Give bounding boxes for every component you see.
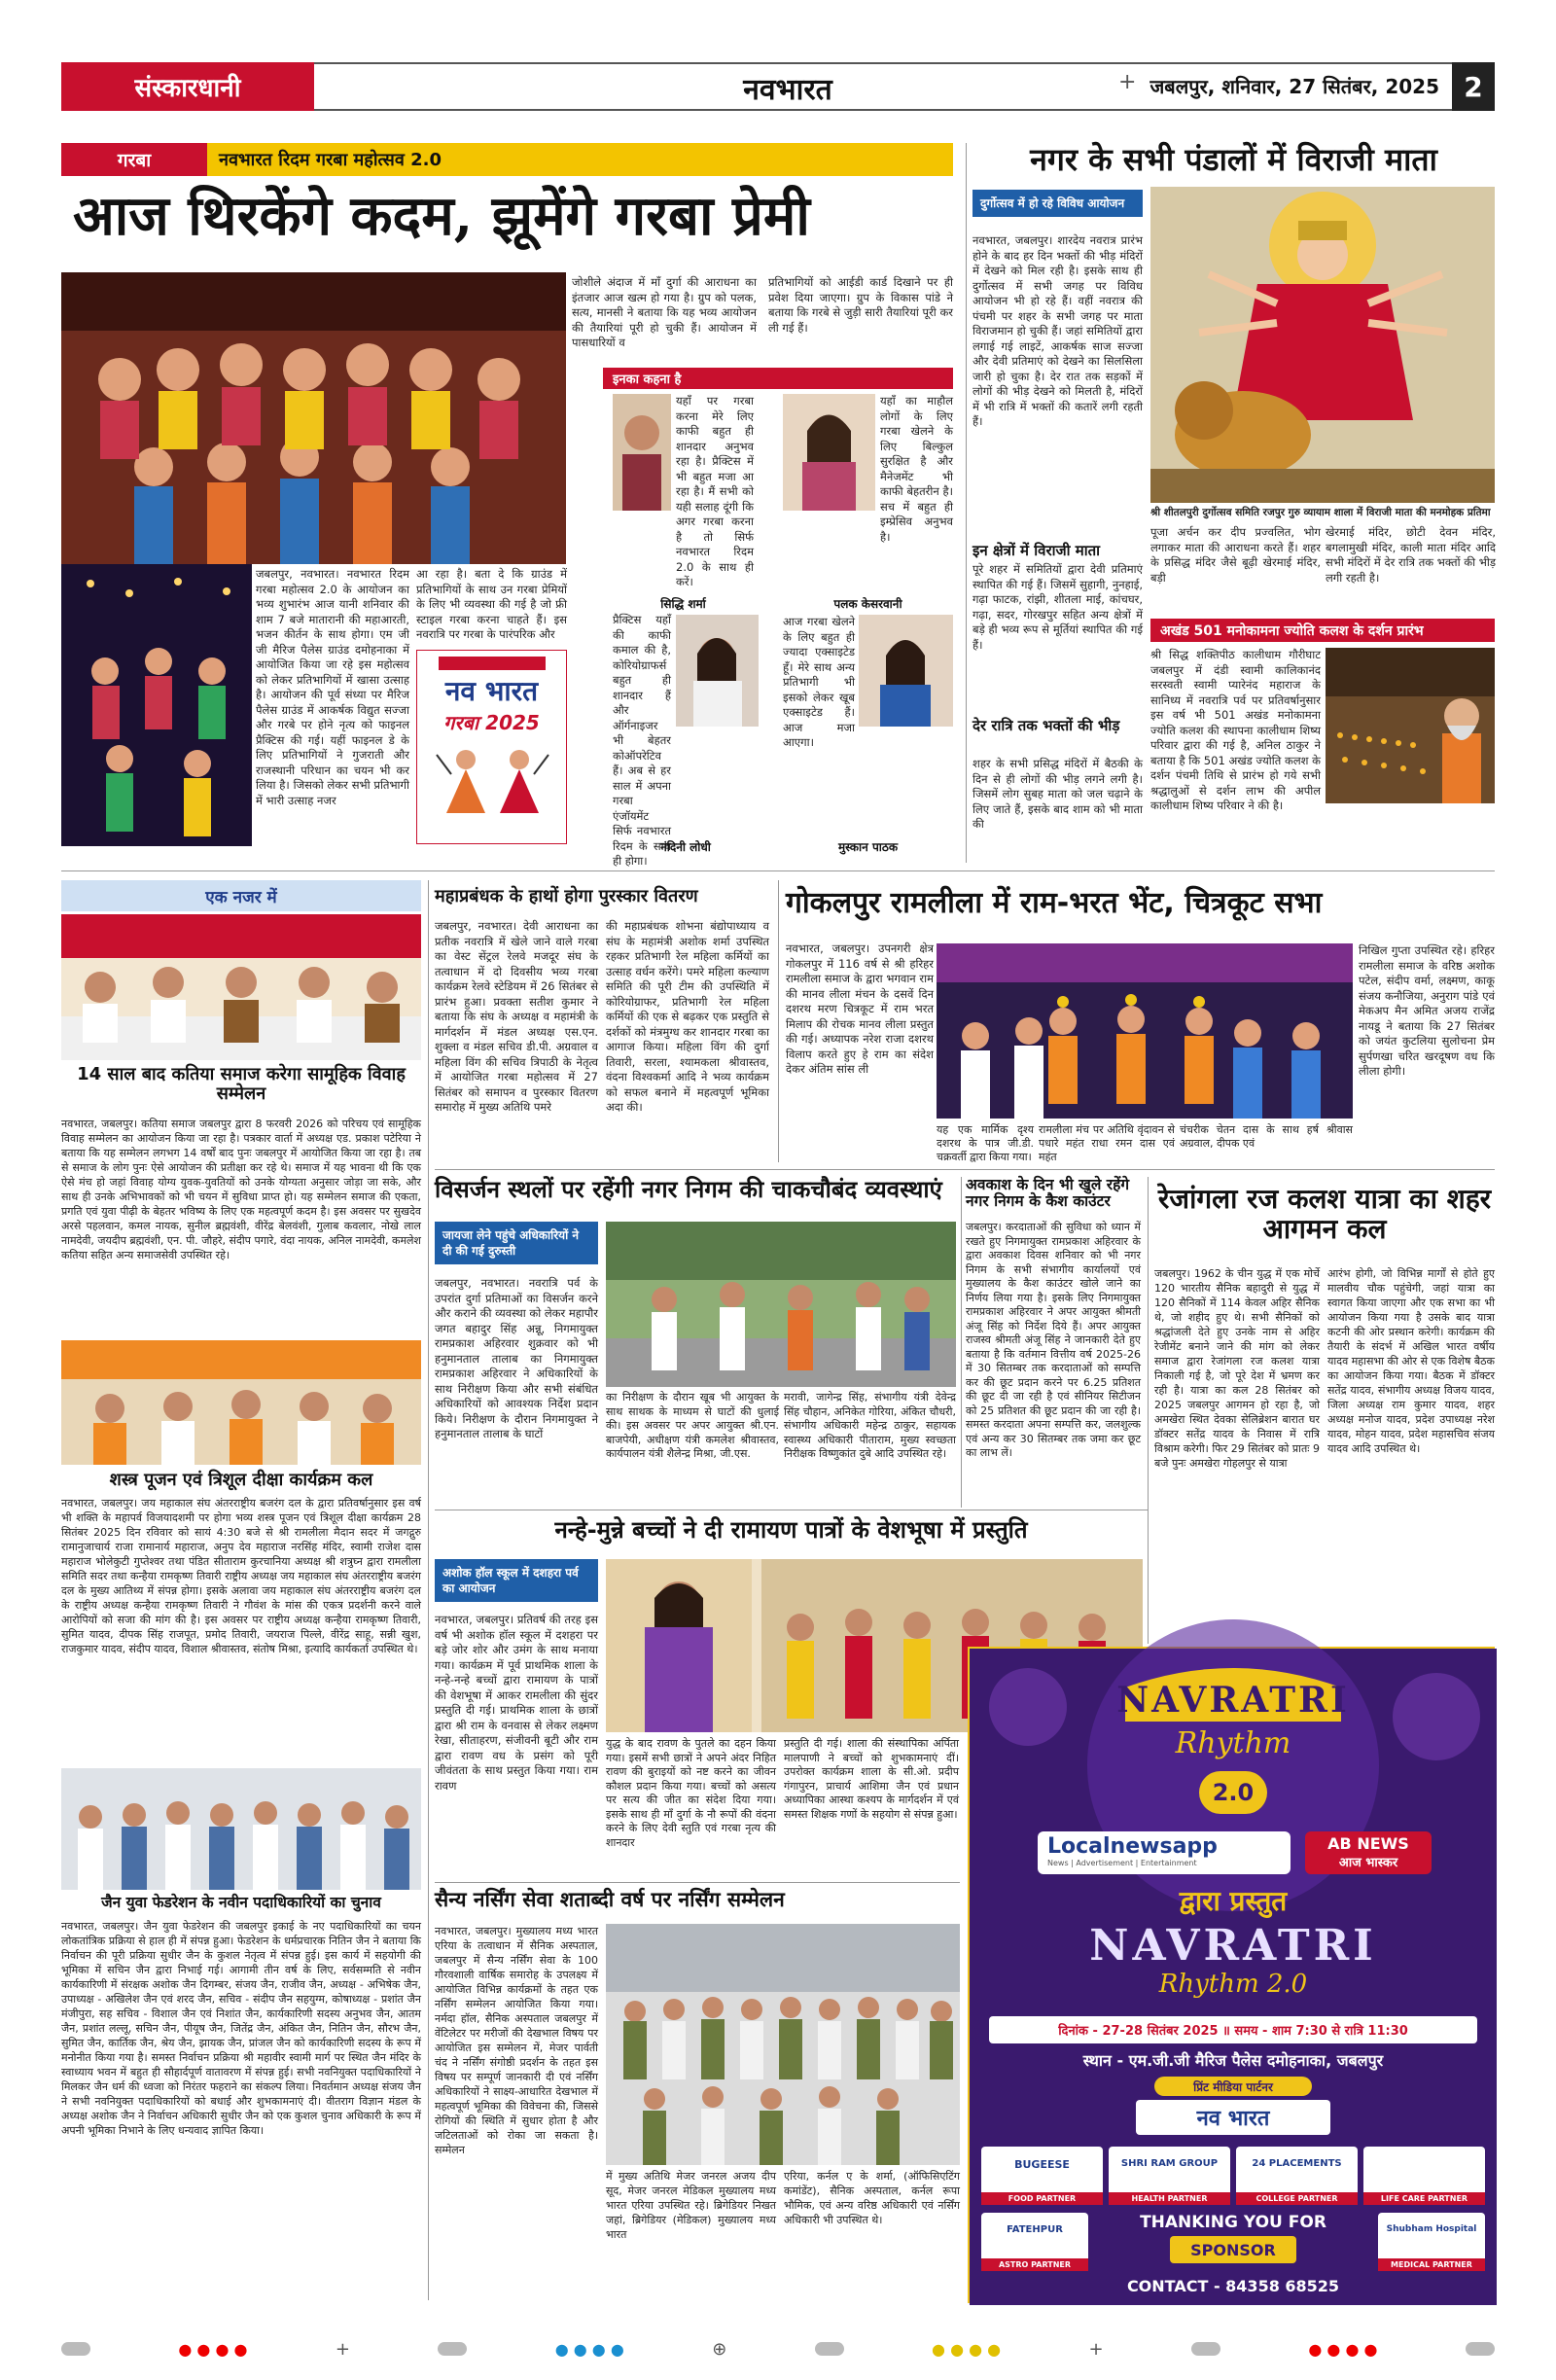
- garba-dancers-photo: [61, 564, 252, 846]
- ad-partner-label: MEDICAL PARTNER: [1378, 2258, 1485, 2271]
- durga-col1: नवभारत, जबलपुर। शारदेय नवरात्र प्रारंभ होने के बाद हर दिन भक्तों की भीड़ मंदिरों में देखने को मिल रही है। इसके साथ ही दुर्गोत्सव में सभी जगह पर विविध आयोजन भी हो रहे हैं। वहीं नवरात्र की पंचमी पर शहर के सभी जगह पर माता विराजमान हो चुकी हैं। जहां समितियों द्वारा लगाई गई लाइटें, आकर्षक साज सज्जा और देवी प्रतिमाएं को देखने का सिलसिला जारी हो चुका है। देर रात तक सड़कों में लोगों की भीड़ देखने को मिलती है, मंदिरों में भी रात्रि में भक्तों की कतारें लगी रहती हैं।: [972, 233, 1143, 428]
- ad-where: स्थान - एम.जी.जी मैरिज पैलेस दमोहनाका, जबलपुर: [1082, 2051, 1384, 2070]
- column-divider: [1148, 1177, 1149, 1644]
- ad-sponsor-button: SPONSOR: [1170, 2236, 1296, 2263]
- durga-col3: खेरमाई मंदिर, छोटी देवन मंदिर, बगलामुखी मंदिर, काली माता मंदिर आदि सभी मंदिरों में देर रात्रि तक भक्तों की भीड़ लगी रहती है।: [1326, 525, 1496, 585]
- ad-when: दिनांक - 27-28 सितंबर 2025 ॥ समय - शाम 7:30 से रात्रि 11:30: [989, 2016, 1477, 2043]
- registration-mark-icon: +: [1118, 70, 1137, 94]
- ramleela-headline: गोकलपुर रामलीला में राम-भरत भेंट, चित्रकूट सभा: [786, 886, 1323, 920]
- shastra-body: नवभारत, जबलपुर। जय महाकाल संघ अंतरराष्ट्रीय बजरंग दल के द्वारा प्रतिवर्षानुसार इस वर्ष भी शक्ति के महापर्व विजयादशमी पर होगा भव्य शस्त्र पूजन एवं त्रिशूल दीक्षा कार्यक्रम 28 सितंबर 2025 दिन रविवार को सायं 4:30 बजे से श्री रामलीला मैदान सदर में जगद्गुरु रामानुजाचार्य राजा रामानार्य महाराज, अनुप देव महाराज नरसिंह मंदिर, स्वामी राजेश दास महाराज भोलेकुटी गुप्तेश्वर तथा पंडित सीताराम कुरचानिया अध्यक्ष श्री शत्रुघ्न द्वारा रामलीला समिति सदर तथा कन्हैया रामकृष्ण तिवारी राष्ट्रीय अध्यक्ष जय महाकाल संघ अंतरराष्ट्रीय बजरंग दल के मुख्य आतिथ्य में संपन्न होगा। इसके अलावा जय महाकाल संघ अंतरराष्ट्रीय बजरंग दल के राष्ट्रीय अध्यक्ष कन्हैया रामकृष्ण तिवारी ने गौवंश के मांस की एकत्र प्रदर्शनी करने वाले आरोपियों को सजा की मांग की है। इस अवसर पर राष्ट्रीय अध्यक्ष कन्हैया रामकृष्ण तिवारी, सुमित यादव, दीपक सिंह राजपूत, प्रमोद तिवारी, जयराज पिल्ले, वीरेंद्र साहू, सन्नी खुश, राजकुमार यादव, संदीप यादव, विशाल श्रीवास्तव, संतोष मिश्रा, इत्यादि कार्यकर्ता उपस्थित थे।: [61, 1497, 421, 1655]
- jain-photo: [61, 1768, 421, 1890]
- garba-logo-brand: नव भारत: [444, 675, 539, 707]
- registration-dots-icon: ● ● ● ●: [178, 2339, 248, 2359]
- ramleela-photo: [937, 943, 1353, 1119]
- ramayan-col3: प्रस्तुति दी गई। शाला की संस्थापिका अर्पिता मालपाणी ने बच्चों को शुभकामनाएं दीं। उपरोक्त कार्यक्रम शाला के सी.ओ. प्रदीप गंगापुरन, प्राचार्य आशिमा जैन एवं प्रधान अध्यापिका आस्था कश्यप के मार्गदर्शन में एवं समस्त शिक्षक गणों के सहयोग से संपन्न हुआ।: [784, 1737, 959, 1821]
- quote2-text: यहाँ का माहौल लोगों के लिए गरबा खेलने के लिए बिल्कुल सुरक्षित है और मैनेजमेंट भी काफी बेहतरीन है। सच में बहुत ही इम्प्रेसिव अनुभव है।: [880, 394, 953, 544]
- ad-partner-label: LIFE CARE PARTNER: [1363, 2192, 1485, 2205]
- quote3-name: नंदिनी लोधी: [660, 840, 711, 854]
- ad-contact: CONTACT - 84358 68525: [1126, 2277, 1340, 2295]
- navratri-ad: [968, 1647, 1495, 2303]
- ad-partner-astro: [981, 2213, 1088, 2271]
- ad-presents: द्वारा प्रस्तुत: [1179, 1885, 1288, 1917]
- visarjan-col3: मरावी, जागेन्द्र सिंह, संभागीय यंत्री देवेन्द्र सिंह चौहान, अनिकेत गोरिया, अंकित चौधरी, संभागीय अधिकारी महेन्द्र ठाकुर, सहायक स्वास्थ्य अधिकारी पीताराम, मुख्य स्वच्छता निरीक्षक विष्णुकांत दुबे आदि उपस्थित रहे।: [784, 1391, 956, 1460]
- quote1-photo: [613, 394, 671, 511]
- durga-col1b: पूरे शहर में समितियों द्वारा देवी प्रतिमाएं स्थापित की गई हैं। जिसमें सुहागी, नुनहाई, गढ़ा फाटक, रांझी, शीतला माई, कांचघर, गढ़ा, सदर, गोरखपुर सहित अन्य क्षेत्रों में बड़े ही भव्य रूप से मूर्तियां स्थापित की गई हैं।: [972, 562, 1143, 652]
- ramleela-col3: रामलीला मंच पर अतिथि वृंदावन से पधारे महंत राधा रमन दास एवं महंत: [1039, 1123, 1175, 1163]
- shastra-headline: शस्त्र पूजन एवं त्रिशूल दीक्षा कार्यक्रम कल: [109, 1470, 373, 1490]
- visarjan-bluebox: जायजा लेने पहुंचे अधिकारियों ने दी की गई दुरुस्ती: [435, 1222, 598, 1264]
- section-divider: [435, 1882, 960, 1883]
- ek-nazar-label: एक नजर में: [61, 880, 421, 911]
- column-divider: [428, 880, 429, 2300]
- kalash-bar: अखंड 501 मनोकामना ज्योति कलश के दर्शन प्रारंभ: [1150, 619, 1495, 642]
- rail-col1: जबलपुर, नवभारत। देवी आराधना का प्रतीक नवरात्रि में खेले जाने वाले गरबा का वेस्ट सेंट्रल रेलवे मजदूर संघ के तत्वाधान में दो दिवसीय भव्य गरबा कार्यक्रम रेलवे स्टेडियम में 26 सितंबर से प्रारंभ हुआ। प्रवक्ता सतीश कुमार ने बताया कि संघ के अध्यक्ष व महामंत्री के मार्गदर्शन में मंडल अध्यक्ष एस.एन. शुक्ला व मंडल सचिव डी.पी. अग्रवाल व महिला विंग की सचिव त्रिपाठी के नेतृत्व में आयोजित गरबा महोत्सव में 27 सितंबर को समापन व पुरस्कार वितरण समारोह में मुख्य अतिथि पमरे: [435, 919, 598, 1114]
- quote2-photo: [783, 394, 875, 511]
- ad-partner-label: COLLEGE PARTNER: [1236, 2192, 1358, 2205]
- ad-sponsor2: [1305, 1831, 1432, 1874]
- ramleela-col1: नवभारत, जबलपुर। उपनगरी क्षेत्र गोकलपुर में 116 वर्ष से श्री हरिहर रामलीला समाज के द्वारा भगवान राम की मानव लीला मंचन के दसवें दिन दशरथ मरण चित्रकूट में राम भरत मिलाप की रोचक मानव लीला प्रस्तुत की गई। अध्यापक नरेश राजा दशरथ विलाप करते हुए हे राम का संदेश देकर अंतिम सांस ली: [786, 941, 934, 1076]
- registration-dots-icon: ● ● ● ●: [932, 2339, 1002, 2359]
- jain-body: नवभारत, जबलपुर। जैन युवा फेडरेशन की जबलपुर इकाई के नए पदाधिकारियों का चयन लोकतांत्रिक प्रक्रिया से हाल ही में संपन्न हुआ। फेडरेशन के धर्मप्रचारक नितिन जैन ने बताया कि निर्वाचन की पूरी प्रक्रिया सुधीर जैन के कुशल नेतृत्व में संपन्न हुई। इस कार्य में सहयोगी की भूमिका में सचिन जैन द्वारा निभाई गई। आगामी तीन वर्ष के लिए, सर्वसम्मति से नवीन कार्यकारिणी में संरक्षक अशोक जैन दिगम्बर, संजय जैन, राजीव जैन, अध्यक्ष - अभिषेक जैन, उपाध्यक्ष - अखिलेश जैन एवं शरद जैन, सचिव - संदीप जैन सहयुग्म, कोषाध्यक्ष - प्रशांत जैन मंजीपुरा, सह सचिव - विशाल जैन एवं निशांत जैन, कार्यकारिणी सदस्य अनुभव जैन, आतम जैन, प्रशांत लल्लू, सचिन जैन, पीयूष जैन, जितेंद्र जैन, अंकित जैन, नितिन जैन, सौरभ जैन, सुमित जैन, कार्तिक जैन, श्रेय जैन, झायक जैन, प्रांजल जैन को कार्यकारिणी सदस्य के रूप में मनोनीत किया गया है। समस्त निर्वाचन प्रक्रिया श्री महावीर स्वामी मार्ग पर स्थित जैन मंदिर के स्वाध्याय भवन में बहुत ही सौहार्दपूर्ण वातावरण में संपन्न हुई। सभी नवनियुक्त पदाधिकारियों ने मिलकर जैन धर्म की ध्वजा को निरंतर फहराने का संकल्प लिया। निवर्तमान अध्यक्ष संजय जैन ने सभी नवनियुक्त पदाधिकारियों को बधाई और शुभकामनाएं दी। वीतराग विज्ञान मंडल के अध्यक्ष अशोक जैन ने निर्वाचन अधिकारी सुधीर जैन को एक कुशल चुनाव अधिकारी के रूप में अपनी भूमिका निभाने के लिए धन्यवाद ज्ञापित किया।: [61, 1920, 421, 2137]
- registration-target-icon: ⊕: [712, 2338, 727, 2360]
- ad-partner-name: Shubham Hospital: [1386, 2224, 1477, 2234]
- ad-partner-name: BUGEESE: [1014, 2158, 1070, 2171]
- nursing-col2: में मुख्य अतिथि मेजर जनरल अजय दीप सूद, मेजर जनरल मेडिकल मुख्यालय मध्य भारत एरिया उपस्थित रहे। ब्रिगेडियर निखत जहां, ब्रिगेडियर (मेडिकल) मुख्यालय मध्य भारत: [606, 2170, 776, 2241]
- kalash-body: श्री सिद्ध शक्तिपीठ कालीधाम गौरीघाट जबलपुर में दंडी स्वामी कालिकानंद सरस्वती स्वामी प्यारेनंद महाराज के सानिध्य में नवरात्रि पर्व पर प्रतिवर्षानुसार इस वर्ष भी 501 अखंड मनोकामना ज्योति कलश की स्थापना कालीधाम शिष्य परिवार द्वारा की गई है, अनिल ठाकुर ने बताया है कि 501 अखंड ज्योति कलश के दर्शन पंचमी तिथि से प्रारंभ हो गये सभी श्रद्धालुओं से दर्शन लाभ की अपील कालीधाम शिष्य परिवार ने की है।: [1150, 648, 1321, 812]
- registration-mark-icon: [815, 2342, 844, 2356]
- yatra-headline: रेजांगला रज कलश यात्रा का शहर आगमन कल: [1157, 1183, 1492, 1245]
- ad-sponsor1: [1038, 1831, 1291, 1874]
- registration-mark-icon: +: [1088, 2338, 1104, 2360]
- masthead-brand: नवभारत: [743, 73, 832, 107]
- rail-headline: महाप्रबंधक के हाथों होगा पुरस्कार वितरण: [435, 886, 698, 906]
- ad-sponsor2-sub: आज भास्कर: [1338, 1856, 1398, 1870]
- durga-idol-photo: [1150, 187, 1495, 503]
- registration-mark-icon: [61, 2342, 90, 2356]
- quote3-photo: [676, 615, 759, 727]
- garba-group-photo: [61, 272, 566, 564]
- ad-partner-name: SHRI RAM GROUP: [1120, 2158, 1219, 2169]
- nursing-col1: नवभारत, जबलपुर। मुख्यालय मध्य भारत एरिया के तत्वाधान में सैनिक अस्पताल, जबलपुर में सैन्य नर्सिंग सेवा के 100 गौरवशाली वार्षिक समारोह के उपलक्ष्य में आयोजित विभिन्न कार्यक्रमों के तहत एक नर्सिंग सम्मेलन आयोजित किया गया। नर्मदा हॉल, सैनिक अस्पताल जबलपुर में वेंटिलेटर पर मरीजों की देखभाल विषय पर आयोजित इस सम्मेलन में, मेजर पार्वती चंद ने नर्सिंग संगोष्ठी प्रदर्शन के तहत इस विषय पर सम्पूर्ण जानकारी दी एवं नर्सिंग अधिकारियों ने साक्ष्य-आधारित देखभाल में महत्वपूर्ण भूमिका की विवेचना की, जिससे रोगियों की स्थिति में सुधार होता है और जटिलताओं को रोका जा सकता है। सम्मेलन: [435, 1925, 598, 2156]
- durga-sub2: देर रात्रि तक भक्तों की भीड़: [972, 717, 1120, 734]
- nursing-headline: सैन्य नर्सिंग सेवा शताब्दी वर्ष पर नर्सिंग सम्मेलन: [435, 1888, 785, 1911]
- shastra-photo: [61, 1340, 421, 1465]
- ad-title: NAVRATRI: [1116, 1680, 1350, 1721]
- ad-print-brand: नव भारत: [1136, 2100, 1330, 2135]
- ramayan-bluebox: अशोक हॉल स्कूल में दशहरा पर्व का आयोजन: [435, 1559, 598, 1602]
- registration-mark-icon: [1191, 2342, 1220, 2356]
- jain-headline: जैन युवा फेडरेशन के नवीन पदाधिकारियों का चुनाव: [101, 1894, 381, 1911]
- column-divider: [778, 880, 779, 1162]
- durga-headline: नगर के सभी पंडालों में विराजी माता: [1030, 141, 1437, 178]
- section-divider: [61, 870, 1495, 871]
- garba-logo: [416, 650, 567, 844]
- ad-partner-label: HEALTH PARTNER: [1109, 2192, 1230, 2205]
- ramayan-headline: नन्हे-मुन्ने बच्चों ने दी रामायण पात्रों के वेशभूषा में प्रस्तुति: [554, 1516, 1028, 1544]
- registration-dots-icon: ● ● ● ●: [554, 2339, 624, 2359]
- garba-col2: आ रहा है। बता दे कि ग्राउंड में प्रतिभागियों के साथ उन गरबा प्रेमियों के लिए भी व्यवस्था की गई है जो फ्री स्टाइल गरबा करना चाहते हैं। इस नवरात्रि पर गरबा के पारंपरिक और: [416, 567, 567, 641]
- page-number: 2: [1452, 62, 1495, 111]
- quote4-text: आज गरबा खेलने के लिए बहुत ही ज्यादा एक्साइटेड हूँ। मेरे साथ अन्य प्रतिभागी भी इसको लेकर खूब एक्साइटेड हैं। आज मजा आएगा।: [783, 615, 855, 749]
- garba-kicker: नवभारत रिदम गरबा महोत्सव 2.0: [207, 143, 953, 176]
- quote4-name: मुस्कान पाठक: [837, 840, 899, 854]
- quote2-name: पलक केसरवानी: [833, 597, 902, 611]
- column-divider: [966, 143, 967, 863]
- ad-partner-name: 24 PLACEMENTS: [1252, 2158, 1342, 2169]
- ad-thanks: THANKING YOU FOR: [1140, 2213, 1326, 2232]
- ad-version: 2.0: [1199, 1771, 1267, 1814]
- durga-sub1: इन क्षेत्रों में विराजी माता: [972, 542, 1101, 559]
- issue-date: जबलपुर, शनिवार, 27 सितंबर, 2025: [1149, 75, 1439, 98]
- quote1-name: सिद्धि शर्मा: [660, 597, 706, 611]
- ramayan-col1: नवभारत, जबलपुर। प्रतिवर्ष की तरह इस वर्ष भी अशोक हॉल स्कूल में दशहरा पर बड़े जोर शोर और उमंग के साथ मनाया गया। कार्यक्रम में पूर्व प्राथमिक शाला के नन्हे-नन्हे बच्चों द्वारा रामायण के पात्रों की वेशभूषा में आकर रामलीला की सुंदर प्रस्तुति दी गई। प्राथमिक शाला के छात्रों द्वारा श्री राम के वनवास से लेकर लक्ष्मण रेखा, सीताहरण, संजीवनी बूटी और राम द्वारा रावण वध के प्रसंग को पूरी जीवंतता के साथ प्रस्तुत किया गया। राम रावण: [435, 1613, 598, 1793]
- ad-partner-college: [1236, 2147, 1358, 2205]
- durga-bluebox: दुर्गोत्सव में हो रहे विविध आयोजन: [972, 190, 1143, 217]
- ad-partner-health: [1109, 2147, 1230, 2205]
- cash-body: जबलपुर। करदाताओं की सुविधा को ध्यान में रखते हुए निगमायुक्त रामप्रकाश अहिरवार के द्वारा अवकाश दिवस शनिवार को भी नगर निगम के सभी संभागीय कार्यालयों एवं मुख्यालय के कैश काउंटर खोले जाने का निर्णय लिया गया है। इसके लिए निगमायुक्त रामप्रकाश अहिरवार ने अपर आयुक्त श्रीमती अंजू सिंह को निर्देश दिये हैं। अपर आयुक्त राजस्व श्रीमती अंजू सिंह ने जानकारी देते हुए बताया है कि वर्तमान वित्तीय वर्ष 2025-26 में 30 सितम्बर तक करदाताओं को सम्पत्ति कर की छूट प्रदान करने पर 6.25 प्रतिशत की छूट दी जा रही है एवं सीनियर सिटीजन को 25 प्रतिशत की छूट प्रदान की जा रही है। समस्त करदाता अपना सम्पत्ति कर, जलशुल्क एवं अन्य कर 30 सितम्बर तक जमा कर छूट का लाभ लें।: [966, 1221, 1141, 1459]
- garba-col4: प्रतिभागियों को आईडी कार्ड दिखाने पर ही प्रवेश दिया जाएगा। ग्रुप के विकास पांडे ने बताया कि गरबे से जुड़ी सारी तैयारियां पूरी कर ली गई हैं।: [768, 275, 953, 335]
- garba-col1: जबलपुर, नवभारत। नवभारत रिदम गरबा महोत्सव 2.0 के आयोजन का भव्य शुभारंभ आज यानी शनिवार की शाम 7 बजे मातारानी की महाआरती, भजन कीर्तन के साथ होगा। एम जी जी मैरिज पैलेस ग्राउंड दमोहनाका में आयोजित किया जा रहे इस महोत्सव को लेकर प्रतिभागियों में खासा उत्साह है। आयोजन की पूर्व संध्या पर मैरिज पैलेस ग्राउंड में आकर्षक विद्युत सज्जा और गरबे पर होने नृत्य को फाइनल प्रैक्टिस की गई। यहीं फाइनल डे के लिए प्रतिभागियों ने गुजराती और राजस्थानी परिधान का चयन भी कर लिया है। जिसको लेकर सभी प्रतिभागी में भारी उत्साह नजर: [256, 567, 409, 807]
- ramleela-col5: निखिल गुप्ता उपस्थित रहे। हरिहर रामलीला समाज के वरिष्ठ अशोक पटेल, संदीप वर्मा, लक्ष्मण, काकू संजय कनौजिया, अनुराग पांडे एवं मेकअप मैन अमित अजय राजेंद्र नायडू ने बताया कि 27 सितंबर को जयंत कुटलिया सुलोचना प्रेम सुर्पणखा चरित खरदूषण वध कि लीला होगी।: [1359, 943, 1495, 1078]
- registration-mark-icon: +: [335, 2338, 350, 2360]
- ramayan-col2: युद्ध के बाद रावण के पुतले का दहन किया गया। इसमें सभी छात्रों ने अपने अंदर निहित रावण की बुराइयों को नष्ट करने का जीवन कौशल प्रदान किया गया। बच्चों को असत्य पर सत्य की जीत का संदेश दिया गया। इसके साथ ही माँ दुर्गा के नौ रूपों की वंदना करने के लिए देवी स्तुति एवं गरबा नृत्य की शानदार: [606, 1737, 776, 1849]
- print-registration-strip: [61, 2339, 1495, 2359]
- registration-dots-icon: ● ● ● ●: [1308, 2339, 1378, 2359]
- cash-headline: अवकाश के दिन भी खुले रहेंगे नगर निगम के कैश काउंटर: [966, 1176, 1130, 1211]
- visarjan-photo: [606, 1222, 956, 1387]
- durga-col1c: शहर के सभी प्रसिद्ध मंदिरों में बैठकी के दिन से ही लोगों की भीड़ लगने लगी है। जिसमें लोग सुबह माता को जल चढ़ाने के लिए जाते हैं, इसके बाद शाम को भी माता की: [972, 757, 1143, 831]
- ad-sponsor1-sub: News | Advertisement | Entertainment: [1047, 1859, 1197, 1867]
- ad-title2: NAVRATRI: [1089, 1921, 1377, 1971]
- ad-print-partner: प्रिंट मीडिया पार्टनर: [1154, 2077, 1312, 2096]
- quote1-start: [676, 394, 754, 588]
- garba-tag: गरबा: [61, 143, 207, 176]
- garba-col3: जोशीले अंदाज में माँ दुर्गा की आराधना का इंतजार आज खत्म हो गया है। ग्रुप को पलक, सत्य, मानसी ने बताया कि यह भव्य आयोजन की तैयारियां पूरी हो चुकी हैं। आयोजन में पासधारियों व: [572, 275, 757, 349]
- yatra-col2: आरंभ होगी, जो विभिन्न मार्गों से होते हुए मालवीय चौक पहुंचेगी, जहां यात्रा का स्वागत किया जाएगा और एक सभा का भी आयोजन किया गया है उसके बाद यात्रा कटनी की ओर प्रस्थान करेगी। कार्यक्रम की तैयारी के संदर्भ में अखिल भारत वर्षीय यादव महासभा की ओर से एक विशेष बैठक का आयोजन किया गया। बैठक में डॉक्टर सतेंद्र यादव, संभागीय अध्यक्ष विजय यादव, जिला अध्यक्ष राम कुमार यादव, शहर अध्यक्ष मनोज यादव, प्रदेश उपाध्यक्ष नरेश यादव, मोहन यादव, प्रदेश महासचिव संजय यादव आदि उपस्थित थे।: [1327, 1267, 1495, 1455]
- ad-sponsor2-name: AB NEWS: [1327, 1834, 1409, 1853]
- katiya-headline: 14 साल बाद कतिया समाज करेगा सामूहिक विवाह सम्मेलन: [77, 1064, 406, 1104]
- visarjan-headline: विसर्जन स्थलों पर रहेंगी नगर निगम की चाकचौबंद व्यवस्थाएं: [435, 1176, 942, 1203]
- section-divider: [435, 1169, 1495, 1170]
- registration-mark-icon: [438, 2342, 467, 2356]
- ad-partner-medical: [1378, 2213, 1485, 2271]
- ad-partner-row: [981, 2147, 1485, 2205]
- nursing-photo: [606, 1924, 960, 2165]
- ad-script: Rhythm: [1175, 1726, 1291, 1760]
- ad-partner-label: FOOD PARTNER: [981, 2192, 1103, 2205]
- quote1-text: यहाँ पर गरबा करना मेरे लिए काफी बहुत ही शानदार अनुभव रहा है। प्रैक्टिस में भी बहुत मजा आ रहा है। मैं सभी को यही सलाह दूंगी कि अगर गरबा करना है तो सिर्फ नवभारत रिदम 2.0 के साथ ही करें।: [676, 394, 754, 588]
- quote4-photo: [859, 615, 953, 727]
- ad-partner-food: [981, 2147, 1103, 2205]
- garba-logo-word: गरबा 2025: [443, 711, 540, 734]
- durga-caption: श्री शीतलपुरी दुर्गोत्सव समिति रजपुर गुरु व्यायाम शाला में विराजी माता की मनमोहक प्रतिमा: [1150, 507, 1491, 518]
- durga-col2: पूजा अर्चन कर दीप प्रज्वलित, भोग लगाकर माता की आराधना करते हैं। शहर के प्रसिद्ध मंदिर जैसे बूढ़ी खेरमाई मंदिर, बड़ी: [1150, 525, 1321, 585]
- katiya-photo: [61, 914, 421, 1060]
- kalash-photo: [1326, 648, 1495, 803]
- yatra-col1: जबलपुर। 1962 के चीन युद्ध में एक मोर्चे 120 भारतीय सैनिक बहादुरी से युद्ध में 120 सैनिकों में 114 केवल अहिर सैनिक थे, जो शहीद हुए थे। सभी सैनिकों को श्रद्धांजली देते हुए उनके नाम से अहिर रेजीमेंट बनाने जाने की मांग को लेकर समाज द्वारा रेजांगला रज कलश यात्रा निकाली गई है, जो पूरे देश में भ्रमण कर रही है। यात्रा का कल 28 सितंबर को 2025 जबलपुर आगमन हो रहा है, जो अमखेरा स्थित देवका सेलिब्रेशन बारात घर डॉक्टर सतेंद्र यादव के निवास में रात्रि विश्राम करेगी। फिर 29 सितंबर को प्रातः 9 बजे पुनः अमखेरा गोहलपुर से यात्रा: [1154, 1267, 1320, 1470]
- column-divider: [961, 1177, 962, 1508]
- quotes-label: इनका कहना है: [603, 368, 953, 389]
- ad-partner-name: [1363, 2147, 1485, 2158]
- registration-mark-icon: [1466, 2342, 1495, 2356]
- ad-partner-lifecare: [1363, 2147, 1485, 2205]
- garba-headline: आज थिरकेंगे कदम, झूमेंगे गरबा प्रेमी: [73, 184, 810, 248]
- section-label: संस्कारधानी: [61, 62, 314, 111]
- nursing-col3: एरिया, कर्नल ए के शर्मा, (ऑफिसिएटिंग कमांडेंट), सैनिक अस्पताल, कर्नल रूपा भौमिक, एवं अन्य वरिष्ठ अधिकारी एवं नर्सिंग अधिकारी भी उपस्थित थे।: [784, 2170, 960, 2226]
- quote3-text: प्रैक्टिस यहाँ की काफी कमाल की है, कोरियोग्राफर्स बहुत ही शानदार हैं और ऑर्गनाइजर भी बेहतर कोऑपरेटिव हैं। अब से हर साल में अपना गरबा एंजॉयमेंट सिर्फ नवभारत रिदम के साथ ही होगा।: [613, 613, 671, 868]
- ad-partner-label: ASTRO PARTNER: [981, 2258, 1088, 2271]
- visarjan-col2: का निरीक्षण के दौरान खूब भी आयुक्त के साथ साथक के माध्यम से घाटों की धुलाई की। इस अवसर पर अपर आयुक्त श्री.एन. बाजपेयी, अधीक्षण यंत्री कमलेश श्रीवास्तव, कार्यपालन यंत्री शैलेन्द्र मिश्रा, जी.एस.: [606, 1391, 779, 1460]
- quote1-cont: [613, 514, 754, 601]
- katiya-body: नवभारत, जबलपुर। कतिया समाज जबलपुर द्वारा 8 फरवरी 2026 को परिचय एवं सामूहिक विवाह सम्मेलन का आयोजन किया जा रहा है। पत्रकार वार्ता में अध्यक्ष एड. प्रकाश पटेरिया ने बताया कि यह सम्मेलन लगभग 14 वर्षों बाद पुनः जबलपुर में आयोजित किया जा रहा है। तब से समाज के लोग पुनः ऐसे आयोजन की प्रतीक्षा कर रहे थे। समाज में यह भावना थी कि एक ऐसे मंच हो जहां विवाह योग्य युवक-युवतियों को उनके योग्यता अनुसार जोड़ा जा सके, और साथ ही उनके अभिभावकों को भी चयन में सुविधा प्राप्त हो। यह सम्मेलन समाज की एकता, प्रगति एवं युवा पीढ़ी के बेहतर भविष्य के लिए एक महत्वपूर्ण कदम है। इस अवसर पर सुखदेव अरसे पहलवान, कमल नायक, सुनील ब्रह्मवंशी, वीरेंद्र बेलवंशी, गुलाब कवलार, नोखे लाल नामदेवी, जयदीप ब्रह्मवंशी, एन. पी. जौहरे, संदीप पगारे, वंदा नायक, अनिल नामदेवी, कमलेश कतिया सहित अन्य समाजसेवी उपस्थित रहे।: [61, 1118, 421, 1261]
- ad-sponsor1-name: Localnewsapp: [1047, 1834, 1218, 1859]
- garba-dancer-illustration-icon: [417, 735, 568, 823]
- visarjan-col1: जबलपुर, नवभारत। नवरात्रि पर्व के उपरांत दुर्गा प्रतिमाओं का विसर्जन करने और कराने की व्यवस्था को लेकर महापौर जगत बहादुर सिंह अन्नू, निगमायुक्त रामप्रकाश अहिरवार शुक्रवार को भी हनुमानताल तालाब का निगमायुक्त रामप्रकाश अहिरवार ने अधिकारियों के साथ निरीक्षण किया और सभी संबंधित अधिकारियों को आवश्यक निर्देश प्रदान किये। निरीक्षण के दौरान निगमायुक्त ने हनुमानताल तालाब के घाटों: [435, 1276, 598, 1440]
- rail-col2: की महाप्रबंधक शोभना बंद्योपाध्याय व संघ के महामंत्री अशोक शर्मा उपस्थित रहकर प्रतिभागी रेल महिला कर्मियों का उत्साह वर्धन करेंगे। पमरे महिला कल्याण समिति की पूरी टीम की उपस्थिति में कोरियोग्राफर, प्रतिभागी रेल महिला कर्मियों की एक से बढ़कर एक प्रस्तुति से दर्शकों को मंत्रमुग्ध कर शानदार गरबा का आगाज किया। महिला विंग की दुर्गा तिवारी, सरला, श्यामकला श्रीवास्तव, वंदना विश्वकर्मा आदि ने भव्य कार्यक्रम को सफल बनाने में महत्वपूर्ण भूमिका अदा की।: [606, 919, 769, 1114]
- ramleela-col4: चंचरीक चेतन दास के साथ हर्ष श्रीवास अग्रवाल, दीपक एवं: [1180, 1123, 1353, 1150]
- ad-script2: Rhythm 2.0: [1158, 1970, 1308, 1999]
- ramleela-col2: यह एक मार्मिक दृश्य दशरथ के पात्र जी.डी. चक्रवर्ती द्वारा किया गया।: [937, 1123, 1034, 1163]
- ad-partner-name: FATEHPUR: [1007, 2224, 1063, 2235]
